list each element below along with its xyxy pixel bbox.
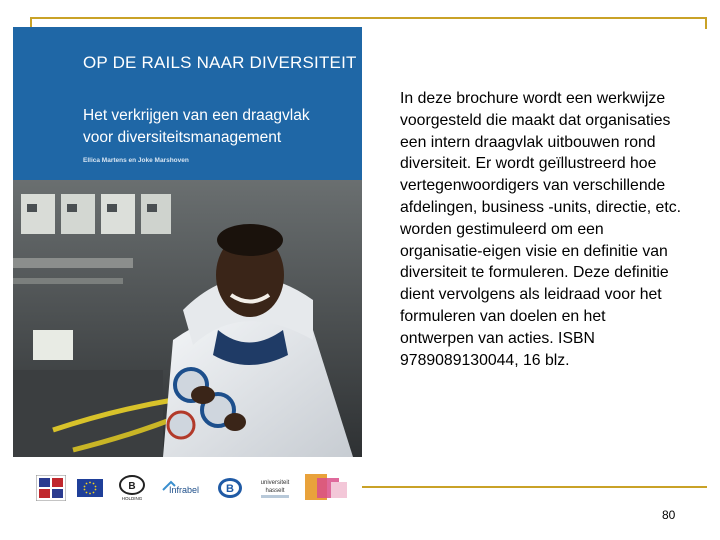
page-number: 80 (662, 508, 676, 522)
cover-subtitle (83, 105, 358, 149)
cover-authors: Ellica Martens en Joke Marshoven (83, 157, 189, 164)
universiteit-hasselt-logo (257, 474, 293, 502)
cover-photo (13, 180, 362, 457)
b-holding-text: HOLDING (121, 496, 143, 501)
partner-logo-7 (303, 472, 351, 502)
brochure-description: In deze brochure wordt een werkwijze voorgesteld die maakt dat organisaties een intern draagvlak uitbouwen rond diversiteit. Er wordt geïllustreerd hoe vertegenwoordigers van verschillende afdelingen, business -units, directie, etc. worden gestimuleerd om een organisatie-eigen visie en definitie van diversiteit te formuleren. Deze definitie dient vervolgens als leidraad voor het formuleren van doelen en het ontwerpen van acties. ISBN 9789089130044, 16 blz. (400, 90, 681, 369)
eu-flag-logo (77, 479, 103, 497)
partner-logo-1 (36, 475, 66, 501)
cover-header (13, 27, 362, 180)
hasselt-text: hasselt (265, 488, 285, 494)
cover-subtitle-line-1: Het verkrijgen van een draagvlak (83, 107, 310, 124)
cover-title: OP DE RAILS NAAR DIVERSITEIT (83, 53, 357, 72)
nmbs-b-holding-logo (116, 474, 148, 502)
top-right-rule-tick (705, 17, 707, 29)
bottom-rule (362, 486, 707, 488)
svg-text:B: B (226, 483, 234, 495)
infrabel-text: Infrabel (168, 485, 200, 495)
nmbs-b-logo (215, 474, 245, 502)
brochure-cover (13, 27, 362, 457)
top-rule (30, 17, 707, 19)
svg-text:B: B (128, 481, 136, 492)
universiteit-text: universiteit (260, 480, 290, 486)
infrabel-logo (161, 478, 207, 498)
meter-label-sticker (33, 330, 73, 360)
cover-subtitle-line-2: voor diversiteitsmanagement (83, 129, 282, 146)
